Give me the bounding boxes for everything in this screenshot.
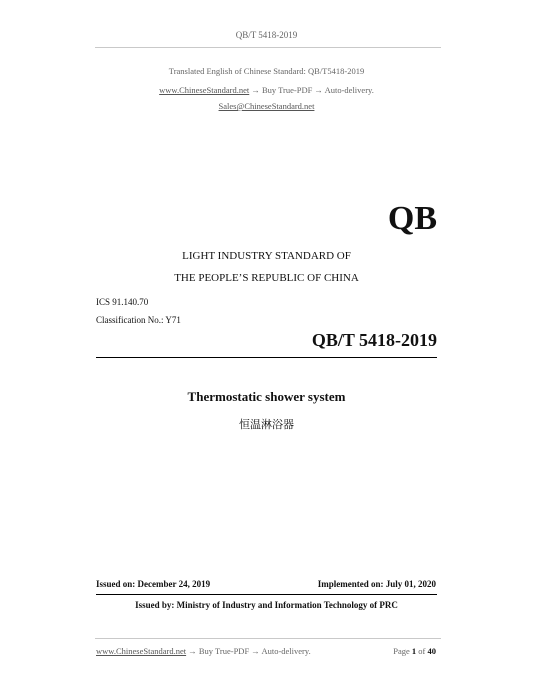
promo-line: Translated English of Chinese Standard: QB/T5418-2019 (168, 66, 365, 76)
total-pages: 40 (427, 646, 436, 656)
org-line-1: LIGHT INDUSTRY STANDARD OF (182, 250, 351, 262)
footer-buy-text: → Buy True-PDF → Auto-delivery. (188, 646, 311, 656)
issued-date: Issued on: December 24, 2019 (96, 579, 211, 589)
standard-number-rule (96, 357, 437, 358)
site-link[interactable]: www.ChineseStandard.net (159, 85, 250, 95)
footer-link-line (96, 646, 311, 656)
footer-divider (95, 638, 441, 639)
page-number (393, 646, 436, 656)
document-title-chinese: 恒温淋浴器 (239, 418, 294, 431)
page-prefix: Page (393, 646, 410, 656)
implemented-date: Implemented on: July 01, 2020 (317, 579, 436, 589)
header-divider (95, 47, 441, 48)
classification-number: Classification No.: Y71 (96, 315, 181, 325)
current-page: 1 (411, 646, 417, 656)
document-title: Thermostatic shower system (187, 389, 346, 404)
org-line-2: THE PEOPLE’S REPUBLIC OF CHINA (174, 272, 359, 284)
promo-buy-line (0, 85, 533, 95)
standard-number: QB/T 5418-2019 (311, 330, 437, 350)
issuing-authority: Issued by: Ministry of Industry and Information Technology of PRC (135, 600, 398, 610)
buy-text: → Buy True-PDF → Auto-delivery. (251, 85, 374, 95)
running-header: QB/T 5418-2019 (235, 30, 298, 40)
email-link[interactable]: Sales@ChineseStandard.net (218, 101, 315, 111)
standard-logo: QB (387, 200, 437, 237)
ics-code: ICS 91.140.70 (96, 297, 149, 307)
footer-site-link[interactable]: www.ChineseStandard.net (96, 646, 187, 656)
dates-rule (96, 594, 437, 595)
promo-email-line (0, 101, 533, 111)
page-of: of (418, 646, 426, 656)
